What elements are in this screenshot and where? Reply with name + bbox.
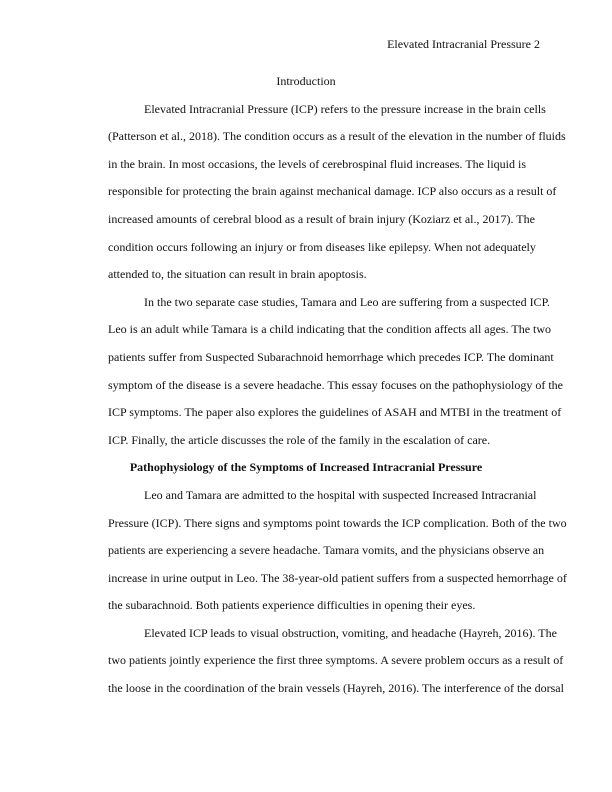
text-line: condition occurs following an injury or from diseases like epilepsy. When not adequately xyxy=(108,239,536,254)
text-line: In the two separate case studies, Tamara and Leo are suffering from a suspected ICP. xyxy=(144,294,550,309)
text-line: responsible for protecting the brain against mechanical damage. ICP also occurs as a result of xyxy=(108,184,557,199)
text-line: in the brain. In most occasions, the levels of cerebrospinal fluid increases. The liquid is xyxy=(108,156,527,171)
text-line: Leo is an adult while Tamara is a child indicating that the condition affects all ages. The two xyxy=(108,322,552,337)
text-line: increased amounts of cerebral blood as a result of brain injury (Koziarz et al., 2017). The xyxy=(108,211,535,226)
text-line: two patients jointly experience the first three symptoms. A severe problem occurs as a result of xyxy=(108,653,564,668)
paragraph-intro-2 xyxy=(72,289,563,455)
text-line: patients suffer from Suspected Subarachnoid hemorrhage which precedes ICP. The dominant xyxy=(108,349,554,364)
section-title-pathophysiology: Pathophysiology of the Symptoms of Increased Intracranial Pressure xyxy=(129,460,483,475)
text-line: attended to, the situation can result in brain apoptosis. xyxy=(108,267,367,282)
text-line: symptom of the disease is a severe headache. This essay focuses on the pathophysiology of the xyxy=(108,377,563,392)
text-line: Pressure (ICP). There signs and symptoms point towards the ICP complication. Both of the two xyxy=(108,515,567,530)
text-line: increase in urine output in Leo. The 38-year-old patient suffers from a suspected hemorrhage of xyxy=(108,570,567,585)
document-body xyxy=(72,68,567,703)
text-line: Elevated ICP leads to visual obstruction, vomiting, and headache (Hayreh, 2016). The xyxy=(144,625,557,640)
text-line: ICP. Finally, the article discusses the role of the family in the escalation of care. xyxy=(108,432,491,447)
text-line: ICP symptoms. The paper also explores the guidelines of ASAH and MTBI in the treatment of xyxy=(108,405,562,420)
text-line: patients are experiencing a severe headache. Tamara vomits, and the physicians observe an xyxy=(108,543,545,558)
running-head: Elevated Intracranial Pressure 2 xyxy=(387,37,540,51)
paragraph-intro-1 xyxy=(72,96,566,289)
paragraph-patho-2 xyxy=(72,620,564,703)
text-line: Leo and Tamara are admitted to the hospital with suspected Increased Intracranial xyxy=(144,487,537,502)
text-line: Elevated Intracranial Pressure (ICP) refers to the pressure increase in the brain cells xyxy=(144,101,546,116)
paragraph-patho-1 xyxy=(72,482,567,620)
text-line: the loose in the coordination of the brain vessels (Hayreh, 2016). The interference of the dorsal xyxy=(108,681,564,696)
section-title-introduction: Introduction xyxy=(276,74,336,88)
text-line: (Patterson et al., 2018). The condition occurs as a result of the elevation in the number of fluids xyxy=(108,129,566,144)
text-line: the subarachnoid. Both patients experience difficulties in opening their eyes. xyxy=(108,598,476,613)
